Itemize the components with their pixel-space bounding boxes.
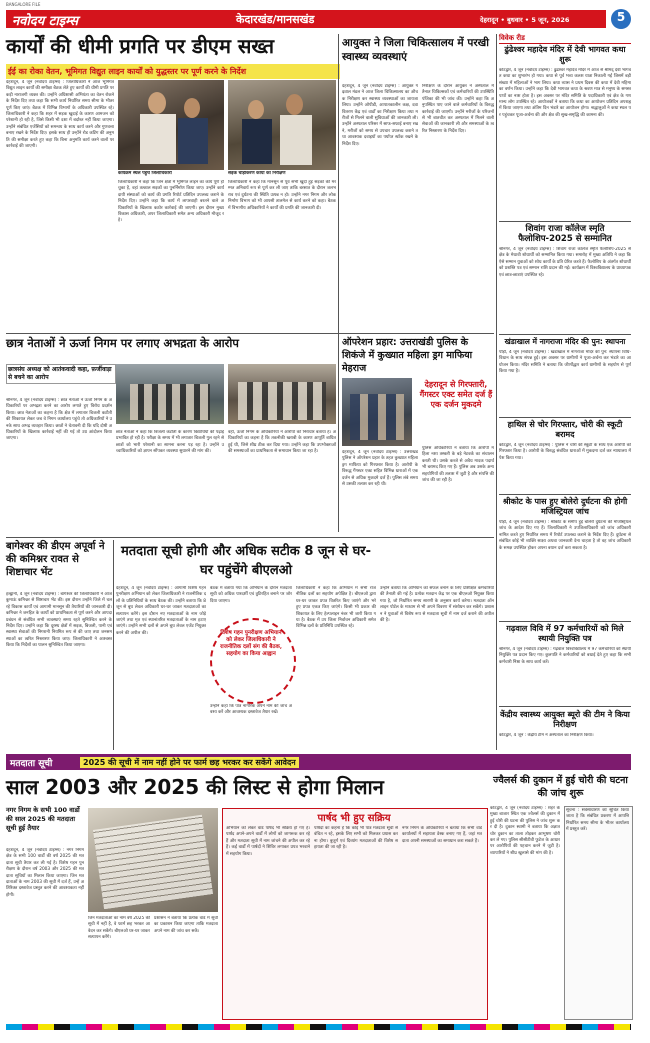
band-text: 2025 की सूची में नाम नहीं होने पर फार्म छह भरकर कर सकेंगे आवेदन [80, 757, 299, 768]
story8-headline: ज्वैलर्स की दुकान में हुई चोरी की घटना की जांच शुरू [493, 775, 628, 799]
story2-headline: आयुक्त ने जिला चिकित्सालय में परखी स्वास्थ्य व्यवस्थाएं [342, 37, 489, 63]
list2003-side: नगर निगम के सभी 100 वार्डो की साल 2025 की मतदाता सूची हुई तैयार [6, 806, 80, 832]
story1-col3: जिलाधिकारी ने कहा कि मानसून से पूर्व सभी खुदी हुई सड़कों की मरम्मत अनिवार्य रूप से पूर्ण कर ली जाए ताकि बरसात के दौरान जलभराव एवं दुर्घटना की स्थिति उत्पन्न न हो। उन्होंने नगर निगम और लोक निर्माण विभाग को भी आपसी तालमेल से कार्य करने को कहा। बैठक में विभागीय अधिकारियों ने कार्यों की प्रगति की जानकारी दी। [228, 180, 336, 211]
operation-col1: देहरादून, 4 जून (नवोदय टाइम्स) : उत्तराखंड पुलिस ने ऑपरेशन प्रहार के तहत कुख्यात महिला ड्रग माफिया को गिरफ्तार किया है। आरोपी के विरुद्ध गैंगस्टर एक्ट सहित विभिन्न धाराओं में एक दर्जन से अधिक मुकदमे दर्ज हैं। पुलिस लंबे समय से उसकी तलाश कर रही थी। [342, 450, 418, 488]
bageshwar-body: हल्द्वानी, 4 जून (नवोदय टाइम्स) : बागेश्वर की जिलाधिकारी ने आज कुमाऊं कमिश्नर से शिष्टाचार भेंट की। इस दौरान उन्होंने जिले में चल रहे विकास कार्यों एवं आगामी मानसून की तैयारियों की जानकारी दी। कमिश्नर ने जनहित के कार्यों को प्राथमिकता से पूर्ण करने और आपदा प्रबंधन से संबंधित सभी व्यवस्थाएं समय रहते सुनिश्चित करने के निर्देश दिए। उन्होंने कहा कि दूरस्थ क्षेत्रों में सड़क, बिजली, पानी एवं स्वास्थ्य सेवाओं की निगरानी नियमित रूप से की जाए तथा जनसमस्याओं का त्वरित निस्तारण किया जाए। जिलाधिकारी ने आश्वस्त किया कि निर्देशों का पालन सुनिश्चित किया जाएगा। [6, 592, 112, 649]
list2003-party-col3: नगर निगम के अधिकारियों ने बताया कि सभी वार्ड कार्यालयों में सहायता डेस्क बनाए गए हैं, जहां मतदाता अपनी समस्याओं का समाधान करा सकते हैं। [402, 826, 482, 844]
story3-headline: शिवांग राजा कॉलेज स्मृति फैलोशिप-2025 से सम्मानित [518, 224, 612, 244]
story6-headline: श्रीकोट के पास हुए बोलेरो दुर्घटना की होगी मजिस्ट्रियल जांच [502, 497, 628, 516]
matdata-col1: देहरादून, 4 जून (नवोदय टाइम्स) : आगामी विशेष गहन पुनरीक्षण अभियान को लेकर जिलाधिकारी ने राजनीतिक दलों के प्रतिनिधियों के साथ बैठक की। उन्होंने बताया कि 8 जून से बूथ लेवल अधिकारी घर-घर जाकर मतदाताओं का सत्यापन करेंगे। इस दौरान नए मतदाताओं के नाम जोड़े जाएंगे तथा मृत एवं स्थानांतरित मतदाताओं के नाम हटाए जाएंगे। उन्होंने सभी दलों से अपने बूथ लेवल एजेंट नियुक्त करने की अपील की। [116, 586, 206, 636]
bageshwar-headline: बागेश्वर की डीएम अपूर्वा ने की कमिश्नर रावत से शिष्टाचार भेंट [6, 541, 105, 578]
operation-photo [342, 378, 412, 446]
story1-subhead: ईई का रोका वेतन, भूमिगत विद्युत लाइन कार्यों को युद्धस्तर पर पूर्ण करने के निर्देश [6, 64, 340, 79]
story4-body: पौड़ी, 4 जून (नवोदय टाइम्स) : खंडाखाल में नागराजा मंदिर की पुन: स्थापना विधि-विधान के साथ संपन्न हुई। इस अवसर पर ग्रामीणों ने पूजा-अर्चना कर भंडारे का आयोजन किया। मंदिर समिति ने बताया कि जीर्णोद्धार कार्य ग्रामीणों के सहयोग से पूर्ण किया गया है। [499, 350, 631, 375]
story7-headline: गढ़वाल विवि में 97 कर्मचारियों को मिले स्थायी नियुक्ति पत्र [506, 624, 624, 643]
story8-body: कोटद्वार, 4 जून (नवोदय टाइम्स) : शहर के मुख्य बाजार स्थित एक ज्वैलर्स की दुकान में हुई चोरी की घटना की पुलिस ने जांच शुरू कर दी है। दुकान स्वामी ने बताया कि अज्ञात चोर दुकान का ताला तोड़कर आभूषण चोरी कर ले गए। पुलिस सीसीटीवी फुटेज के आधार पर आरोपियों की पहचान करने में जुटी है। व्यापारियों ने शीघ्र खुलासे की मांग की है। [490, 806, 560, 856]
kendriya-headline: केंद्रीय स्वास्थ्य आयुक्त ब्यूरो की टीम ने किया निरीक्षण [500, 710, 630, 729]
story1-photo-left [118, 80, 224, 170]
vivek-body: कोटद्वार, 4 जून (नवोदय टाइम्स) : ढुंढेश्वर महादेव मंदिर में आज से श्रीमद् देवी भागवत कथा का शुभारंभ हो गया। कथा से पूर्व भव्य कलश यात्रा निकाली गई जिसमें बड़ी संख्या में महिलाओं ने भाग लिया। कथा व्यास ने प्रथम दिवस की कथा में देवी महिमा का वर्णन किया। उन्होंने कहा कि देवी भागवत कथा के श्रवण मात्र से मनुष्य के समस्त पापों का नाश होता है। इस अवसर पर मंदिर समिति के पदाधिकारी एवं क्षेत्र के गणमान्य लोग उपस्थित रहे। आयोजकों ने बताया कि कथा का आयोजन प्रतिदिन अपराह्न में किया जाएगा तथा अंतिम दिन भंडारे का आयोजन होगा। श्रद्धालुओं ने कथा स्थल पर पहुंचकर पूजा-अर्चना की और क्षेत्र की सुख-समृद्धि की कामना की। [499, 68, 631, 118]
story3-body: श्रीनगर, 4 जून (नवोदय टाइम्स) : शिवांग राजा कॉलेज स्मृति फैलोशिप-2025 से क्षेत्र के मेधावी शोधार्थी को सम्मानित किया गया। समारोह में मुख्य अतिथि ने कहा कि ऐसे सम्मान युवाओं को शोध कार्यों के प्रति प्रेरित करते हैं। फैलोशिप के अंतर्गत शोधार्थी को प्रशस्ति पत्र एवं सम्मान राशि प्रदान की गई। कार्यक्रम में विश्वविद्यालय के प्राध्यापक एवं छात्र-छात्राएं उपस्थित रहे। [499, 247, 631, 278]
matdata-col5: उन्होंने बताया कि अभियान को सफल बनाने के लिए प्रशिक्षित कर्मचारियों की तैनाती की गई है। प्रत्येक मतदान केंद्र पर एक बीएलओ नियुक्त किया गया है, जो निर्धारित समय सारणी के अनुसार कार्य करेगा। मतदाता ऑनलाइन पोर्टल के माध्यम से भी अपने विवरण में संशोधन कर सकेंगे। प्रशासन ने युवाओं से विशेष रूप से मतदाता सूची में नाम दर्ज कराने की अपील की है। [380, 586, 494, 624]
story1-headline: कार्यों की धीमी प्रगति पर डीएम सख्त [6, 34, 275, 58]
vivek-label: विवेक रीड [499, 34, 631, 44]
kendriya-body: कोटद्वार, 4 जून : केंद्रीय टीम ने अस्पताल का निरीक्षण किया। [499, 733, 594, 738]
section-title: केदारखंड/मानसखंड [236, 13, 315, 26]
chhatra-col1: श्रीनगर, 4 जून (नवोदय टाइम्स) : छात्र नेताओं ने ऊर्जा निगम के अधिकारियों पर अभद्रता करने का आरोप लगाते हुए विरोध प्रदर्शन किया। छात्र नेताओं का कहना है कि क्षेत्र में लगातार बिजली कटौती की शिकायत लेकर जब वे निगम कार्यालय पहुंचे तो अधिकारियों ने उनके साथ अभद्र व्यवहार किया। छात्रों ने चेतावनी दी कि यदि दोषी अधिकारियों के खिलाफ कार्रवाई नहीं की गई तो उग्र आंदोलन किया जाएगा। [6, 398, 112, 442]
list2003-party-title: पार्षद भी हुए सक्रिय [317, 813, 391, 824]
operation-callout: देहरादून से गिरफ्तारी, गैंगस्टर एक्ट समेत दर्ज हैं एक दर्जन मुकदमे [419, 380, 493, 409]
list2003-col1: देहरादून, 4 जून (नवोदय टाइम्स) : नगर निगम क्षेत्र के सभी 100 वार्डों की वर्ष 2025 की मतदाता सूची तैयार कर ली गई है। विशेष गहन पुनरीक्षण के दौरान वर्ष 2003 और 2025 की मतदाता सूचियों का मिलान किया जाएगा। जिन मतदाताओं के नाम 2003 की सूची में दर्ज हैं, उन्हें अतिरिक्त दस्तावेज प्रस्तुत करने की आवश्यकता नहीं होगी। [6, 848, 84, 898]
page-number: 5 [616, 10, 626, 24]
list2003-photo [88, 808, 218, 912]
story1-col1: देहरादून, 4 जून (नवोदय टाइम्स) : जिलाधिकारी ने आज भूमिगत विद्युत लाइन कार्यों की समीक्षा बैठक लेते हुए कार्यों की धीमी प्रगति पर कड़ी नाराजगी व्यक्त की। उन्होंने अधिशासी अभियंता का वेतन रोकने के निर्देश दिए तथा कहा कि सभी कार्य निर्धारित समय सीमा के भीतर पूर्ण किए जाएं। बैठक में विभिन्न विभागों के अधिकारी उपस्थित रहे। जिलाधिकारी ने कहा कि शहर में सड़क खुदाई के कारण आमजन को परेशानी हो रही है, जिसे किसी भी दशा में बर्दाश्त नहीं किया जाएगा। उन्होंने संबंधित एजेंसियों को समन्वय के साथ कार्य करने और गुणवत्ता बनाए रखने के निर्देश दिए। इसके साथ ही उन्होंने रोड कटिंग की अनुमति की समीक्षा करते हुए कहा कि बिना अनुमति कार्य करने वालों पर कार्रवाई की जाएगी। [6, 80, 114, 150]
operation-headline: ऑपरेशन प्रहार: उत्तराखंडी पुलिस के शिकंजे में कुख्यात महिला ड्रग माफिया मेहराज [342, 337, 473, 374]
paper-name: नवोदय टाइम्स [12, 14, 79, 29]
list2003-party-col1: अभियान को लेकर वार्ड पार्षद भी सक्रिय हो गए हैं। पार्षद अपने-अपने वार्डों में लोगों को जागरूक कर रहे हैं और मतदाता सूची में नाम जांचने की अपील कर रहे हैं। कई वार्डों में पार्षदों ने शिविर लगाकर प्रपत्र भरवाने में सहयोग किया। [226, 826, 310, 857]
story5-headline: हाथिल से चोर गिरफ्तार, चोरी की स्कूटी बरामद [507, 420, 623, 439]
story1-photo-right [228, 80, 336, 170]
dateline: देहरादून • बुधवार • 5 जून, 2026 [480, 16, 570, 24]
story5-body: कोटद्वार, 4 जून (नवोदय टाइम्स) : पुलिस ने चोरी की स्कूटी के साथ एक आरोपी को गिरफ्तार किया है। आरोपी के विरुद्ध संबंधित धाराओं में मुकदमा दर्ज कर न्यायालय में पेश किया गया। [499, 443, 631, 461]
masthead-top-note: BANGALORE FILE [6, 2, 41, 7]
matdata-burst-text: विशेष गहन पुनरीक्षण अभियान को लेकर जिलाधिकारी ने राजनीतिक दलों संग की बैठक, सहयोग का किया आह्वान [220, 630, 282, 657]
story1-col2: जिलाधिकारी ने कहा कि जिन क्षेत्रों में भूमिगत लाइन का कार्य पूर्ण हो चुका है, वहां तत्काल सड़कों का पुनर्निर्माण किया जाए। उन्होंने कार्यदायी संस्थाओं को कार्य की प्रगति रिपोर्ट प्रतिदिन उपलब्ध कराने के निर्देश दिए। उन्होंने कहा कि कार्य में लापरवाही बरतने वाले अधिकारियों के खिलाफ कठोर कार्रवाई की जाएगी। इस दौरान मुख्य विकास अधिकारी, अपर जिलाधिकारी समेत अन्य अधिकारी मौजूद रहे। [118, 180, 224, 224]
list2003-col3: प्रशासन ने बताया कि प्रत्येक वार्ड में सूची का प्रकाशन किया जाएगा ताकि मतदाता अपने नाम की जांच कर सकें। [154, 916, 218, 934]
story6-body: पौड़ी, 4 जून (नवोदय टाइम्स) : श्रीकोट के समीप हुई बोलेरो दुर्घटना की मजिस्ट्रियल जांच के आदेश दिए गए हैं। जिलाधिकारी ने उपजिलाधिकारी को जांच अधिकारी नामित करते हुए निर्धारित समय में रिपोर्ट उपलब्ध कराने के निर्देश दिए हैं। दुर्घटना से संबंधित कोई भी व्यक्ति साक्ष्य अथवा जानकारी देना चाहता है तो वह जांच अधिकारी के समक्ष उपस्थित होकर अपना बयान दर्ज करा सकता है। [499, 520, 631, 551]
story8-ad-text: सूचना : सर्वसाधारण को सूचित किया जाता है कि संबंधित प्रकरण में आपत्ति निर्धारित समय सीमा के भीतर कार्यालय में प्रस्तुत करें। [566, 808, 629, 833]
chhatra-headline: छात्र नेताओं ने ऊर्जा निगम पर लगाए अभद्रता के आरोप [6, 336, 239, 350]
vivek-headline: ढुंढेश्वर महादेव मंदिर में देवी भागवत कथा शुरू [504, 45, 626, 64]
list2003-col2: जिन मतदाताओं का नाम वर्ष 2025 की सूची में नहीं है, वे फार्म छह भरकर आवेदन कर सकेंगे। बीएलओ घर-घर जाकर सत्यापन करेंगे। [88, 916, 150, 941]
matdata-headline: मतदाता सूची होगी और अधिक सटीक 8 जून से घर-घर पहुंचेंगे बीएलओ [120, 544, 371, 578]
chhatra-col2: छात्र नेताओं ने कहा कि बिजली कटौती के कारण विद्यार्थियों की पढ़ाई प्रभावित हो रही है। परीक्षा के समय में भी लगातार बिजली गुल रहने से छात्रों को भारी परेशानी का सामना करना पड़ रहा है। उन्होंने उच्चाधिकारियों को ज्ञापन सौंपकर व्यवस्था सुधारने की मांग की। [116, 430, 224, 455]
story2-col1: देहरादून, 4 जून (नवोदय टाइम्स) : आयुक्त गढ़वाल मंडल ने आज जिला चिकित्सालय का औचक निरीक्षण कर स्वास्थ्य व्यवस्थाओं का जायजा लिया। उन्होंने ओपीडी, आपातकालीन कक्ष, दवा वितरण केंद्र एवं वार्डों का निरीक्षण किया तथा मरीजों से मिलने वाली सुविधाओं की जानकारी ली। उन्होंने अस्पताल परिसर में साफ-सफाई बनाए रखने, मरीजों को समय से उपचार उपलब्ध कराने तथा आवश्यक दवाइयों का पर्याप्त स्टॉक रखने के निर्देश दिए। [342, 84, 418, 147]
story1-caption-right: सड़क चौड़ीकरण कार्यों का निरीक्षण [228, 171, 286, 176]
chhatra-col3: वहीं, ऊर्जा निगम के अधिकारियों ने आरोपों को निराधार बताया है। अधिकारियों का कहना है कि तकनीकी खराबी के कारण आपूर्ति बाधित हुई थी, जिसे शीघ्र ठीक कर दिया गया। उन्होंने कहा कि उपभोक्ताओं की समस्याओं का प्राथमिकता से समाधान किया जा रहा है। [228, 430, 336, 455]
band-lead: मतदाता सूची [10, 759, 53, 769]
chhatra-photo-2 [228, 364, 336, 424]
story1-caption-left: कार्यक्रम स्थल पहुंचे जिलाधिकारी [118, 171, 172, 176]
chhatra-photo-1 [116, 364, 224, 424]
story2-col2: निरीक्षण के दौरान आयुक्त ने अस्पताल में तैनात चिकित्सकों एवं कर्मचारियों की उपस्थिति पंजिका की भी जांच की। उन्होंने कहा कि अनुपस्थित पाए जाने वाले कर्मचारियों के विरुद्ध कार्रवाई की जाएगी। उन्होंने मरीजों के परिजनों से भी बातचीत कर अस्पताल में मिलने वाली सेवाओं की जानकारी ली और समस्याओं के त्वरित निस्तारण के निर्देश दिए। [422, 84, 494, 134]
matdata-col3: उन्होंने कहा कि पात्र नागरिक अपने नाम की जांच अवश्य करें और आवश्यक दस्तावेज तैयार रखें। [210, 704, 292, 716]
story4-headline: खंडाखाल में नागराजा मंदिर की पुन: स्थापना [504, 337, 626, 346]
story7-body: श्रीनगर, 4 जून (नवोदय टाइम्स) : गढ़वाल विश्वविद्यालय में 97 कर्मचारियों को स्थायी नियुक्ति पत्र प्रदान किए गए। कुलपति ने कर्मचारियों को बधाई देते हुए कहा कि सभी कर्मचारी निष्ठा के साथ कार्य करें। [499, 647, 631, 665]
list2003-headline: साल 2003 और 2025 की लिस्ट से होगा मिलान [6, 775, 384, 799]
list2003-party-col2: पार्षदों का कहना है कि कोई भी पात्र मतदाता सूची से वंचित न रहे, इसके लिए सभी को मिलकर प्रयास करना होगा। बुजुर्ग एवं दिव्यांग मतदाताओं की विशेष सहायता की जा रही है। [314, 826, 398, 851]
matdata-col4: जिलाधिकारी ने कहा कि अभियान में सभी राजनीतिक दलों का सहयोग अपेक्षित है। बीएलओ द्वारा घर-घर जाकर प्रपत्र वितरित किए जाएंगे और भरे हुए प्रपत्र एकत्र किए जाएंगे। किसी भी प्रकार की शिकायत के लिए हेल्पलाइन नंबर भी जारी किया गया है। बैठक में उप जिला निर्वाचन अधिकारी समेत विभिन्न दलों के प्रतिनिधि उपस्थित रहे। [296, 586, 376, 630]
color-registration-bar [6, 1024, 631, 1030]
matdata-col2: बैठक में बताया गया कि अभियान के दौरान मतदाता सूची को अधिक पारदर्शी एवं त्रुटिरहित बनाने पर जोर दिया जाएगा। [210, 586, 292, 604]
chhatra-box: छात्रसंघ अध्यक्ष को आतंकवादी कहा, फ़र्जीवाड़ा से बचने का आरोप [6, 364, 116, 384]
operation-col2: पुलिस अधिकारियों ने बताया कि आरोपी महिला नशा तस्करी के बड़े नेटवर्क का संचालन करती थी। उसके कब्जे से अवैध मादक पदार्थ भी बरामद किए गए हैं। पुलिस अब उसके अन्य सहयोगियों की तलाश में जुटी है और संपत्ति की जांच की जा रही है। [422, 446, 494, 484]
